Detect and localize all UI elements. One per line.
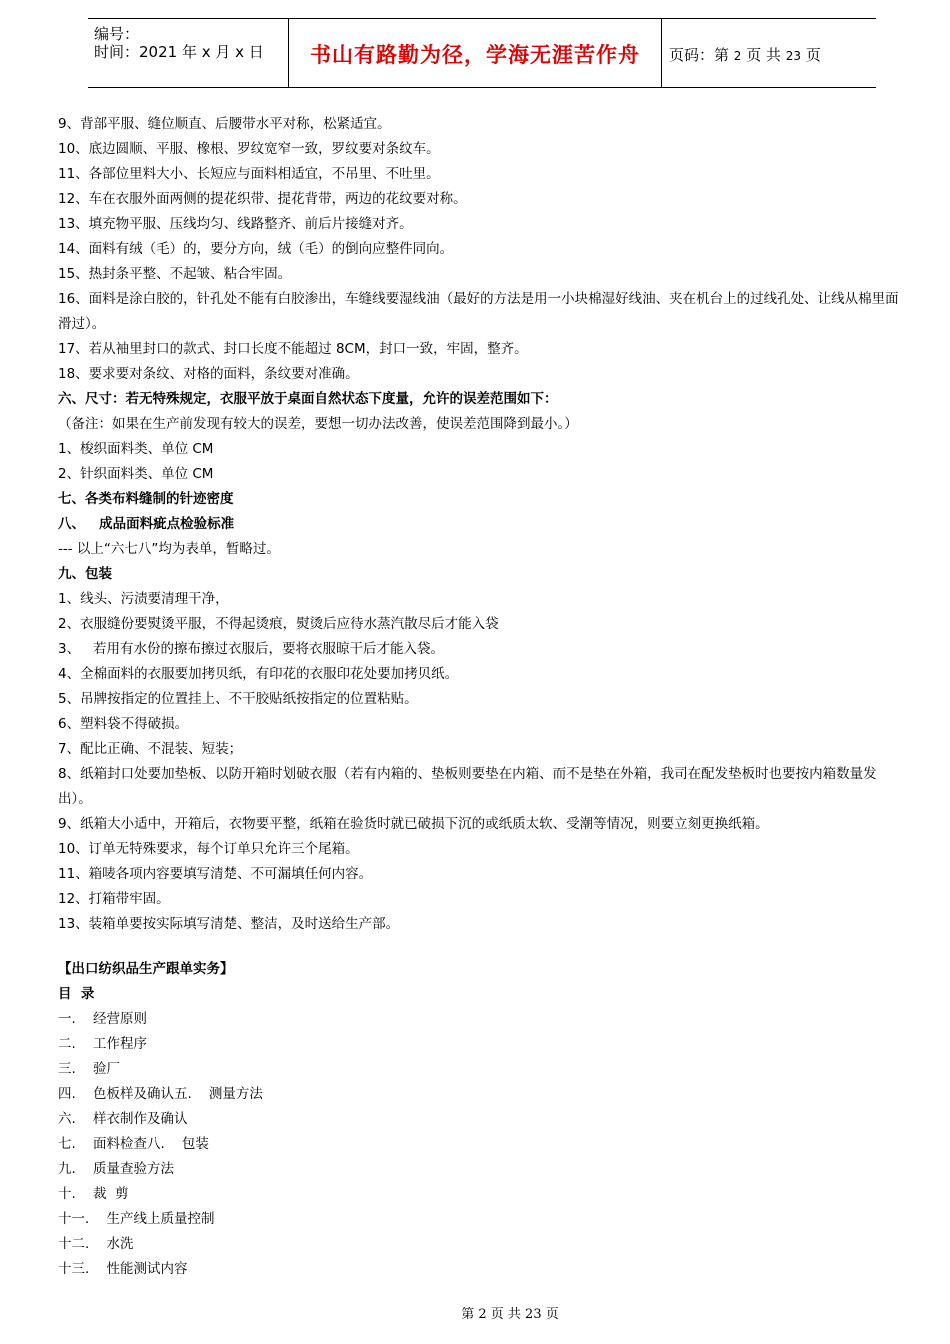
text-line: 13、装箱单要按实际填写清楚、整洁，及时送给生产部。 bbox=[58, 916, 400, 932]
toc-item: 七. 面料检查八. 包装 bbox=[58, 1136, 209, 1152]
text-line: 3、 若用有水份的擦布擦过衣服后，要将衣服晾干后才能入袋。 bbox=[58, 641, 444, 657]
text-line: 10、订单无特殊要求，每个订单只允许三个尾箱。 bbox=[58, 841, 359, 857]
toc-heading: 目 录 bbox=[58, 986, 95, 1002]
toc-item: 一. 经营原则 bbox=[58, 1011, 147, 1027]
toc-item: 十二. 水洗 bbox=[58, 1236, 134, 1252]
text-line: 8、纸箱封口处要加垫板、以防开箱时划破衣服（若有内箱的、垫板则要垫在内箱、而不是垫在外箱，我司在配发垫板时也要按内箱数量发出）。 bbox=[58, 766, 877, 807]
toc-item: 十三. 性能测试内容 bbox=[58, 1261, 188, 1277]
page-prefix: 页码：第 bbox=[669, 46, 730, 64]
page-header bbox=[88, 18, 876, 88]
text-line: 6、塑料袋不得破损。 bbox=[58, 716, 189, 732]
page-total: 23 bbox=[785, 49, 802, 63]
toc-item: 十. 裁 剪 bbox=[58, 1186, 129, 1202]
page-current: 2 bbox=[733, 49, 742, 63]
text-line: 12、车在衣服外面两侧的提花织带、提花背带，两边的花纹要对称。 bbox=[58, 191, 467, 207]
text-line: 14、面料有绒（毛）的，要分方向，绒（毛）的倒向应整件同向。 bbox=[58, 241, 454, 257]
toc-item: 九. 质量查验方法 bbox=[58, 1161, 174, 1177]
text-line: 11、各部位里料大小、长短应与面料相适宜，不吊里、不吐里。 bbox=[58, 166, 440, 182]
section-heading-stitch: 七、各类布料缝制的针迹密度 bbox=[58, 491, 234, 507]
text-line: 2、衣服缝份要熨烫平服，不得起烫痕，熨烫后应待水蒸汽散尽后才能入袋 bbox=[58, 616, 499, 632]
page-suffix: 页 bbox=[805, 46, 821, 64]
text-line: 18、要求要对条纹、对格的面料，条纹要对准确。 bbox=[58, 366, 359, 382]
text-line: 5、吊牌按指定的位置挂上、不干胶贴纸按指定的位置粘贴。 bbox=[58, 691, 418, 707]
header-page-cell bbox=[661, 19, 876, 87]
text-line: 12、打箱带牢固。 bbox=[58, 891, 170, 907]
toc-item: 十一. 生产线上质量控制 bbox=[58, 1211, 215, 1227]
header-page-number bbox=[669, 44, 821, 65]
text-line: 11、箱唛各项内容要填写清楚、不可漏填任何内容。 bbox=[58, 866, 373, 882]
toc-item: 四. 色板样及确认五. 测量方法 bbox=[58, 1086, 263, 1102]
header-motto: 书山有路勤为径，学海无涯苦作舟 bbox=[310, 43, 640, 67]
page-footer: 第 2 页 共 23 页 bbox=[461, 1307, 559, 1322]
text-line: 2、针织面料类、单位 CM bbox=[58, 466, 214, 482]
toc-item: 二. 工作程序 bbox=[58, 1036, 147, 1052]
spacer bbox=[58, 937, 908, 957]
text-line: 13、填充物平服、压线均匀、线路整齐、前后片接缝对齐。 bbox=[58, 216, 413, 232]
text-line: 1、梭织面料类、单位 CM bbox=[58, 441, 214, 457]
text-line: 10、底边圆顺、平服、橡根、罗纹宽窄一致，罗纹要对条纹车。 bbox=[58, 141, 440, 157]
text-line: 9、背部平服、缝位顺直、后腰带水平对称，松紧适宜。 bbox=[58, 116, 391, 132]
text-line: 4、全棉面料的衣服要加拷贝纸，有印花的衣服印花处要加拷贝纸。 bbox=[58, 666, 459, 682]
text-line: --- 以上“六七八”均为表单，暂略过。 bbox=[58, 541, 280, 557]
toc-item: 三. 验厂 bbox=[58, 1061, 120, 1077]
text-line: 1、线头、污渍要清理干净， bbox=[58, 591, 229, 607]
header-meta bbox=[88, 19, 288, 87]
text-line: 9、纸箱大小适中，开箱后，衣物要平整，纸箱在验货时就已破损下沉的或纸质太软、受潮等情况，则要立刻更换纸箱。 bbox=[58, 816, 769, 832]
document-date: 时间：2021 年 x 月 x 日 bbox=[94, 43, 264, 61]
text-line: （备注：如果在生产前发现有较大的误差，要想一切办法改善，使误差范围降到最小。） bbox=[58, 416, 578, 432]
text-line: 7、配比正确、不混装、短装； bbox=[58, 741, 243, 757]
toc-title: 【出口纺织品生产跟单实务】 bbox=[58, 961, 234, 977]
page-mid: 页 共 bbox=[746, 46, 781, 64]
section-heading-packing: 九、包装 bbox=[58, 566, 112, 582]
text-line: 17、若从袖里封口的款式、封口长度不能超过 8CM，封口一致，牢固，整齐。 bbox=[58, 341, 528, 357]
text-line: 16、面料是涂白胶的，针孔处不能有白胶渗出，车缝线要湿线油（最好的方法是用一小块棉湿好线油、夹在机台上的过线孔处、让线从棉里面滑过）。 bbox=[58, 291, 899, 332]
toc-item: 六. 样衣制作及确认 bbox=[58, 1111, 188, 1127]
document-number-label: 编号： bbox=[94, 25, 140, 43]
section-heading-size: 六、尺寸：若无特殊规定，衣服平放于桌面自然状态下度量，允许的误差范围如下： bbox=[58, 391, 558, 407]
section-heading-defects: 八、 成品面料疵点检验标准 bbox=[58, 516, 235, 532]
header-motto-cell bbox=[288, 19, 662, 87]
document-body bbox=[58, 112, 908, 1282]
text-line: 15、热封条平整、不起皱、粘合牢固。 bbox=[58, 266, 292, 282]
